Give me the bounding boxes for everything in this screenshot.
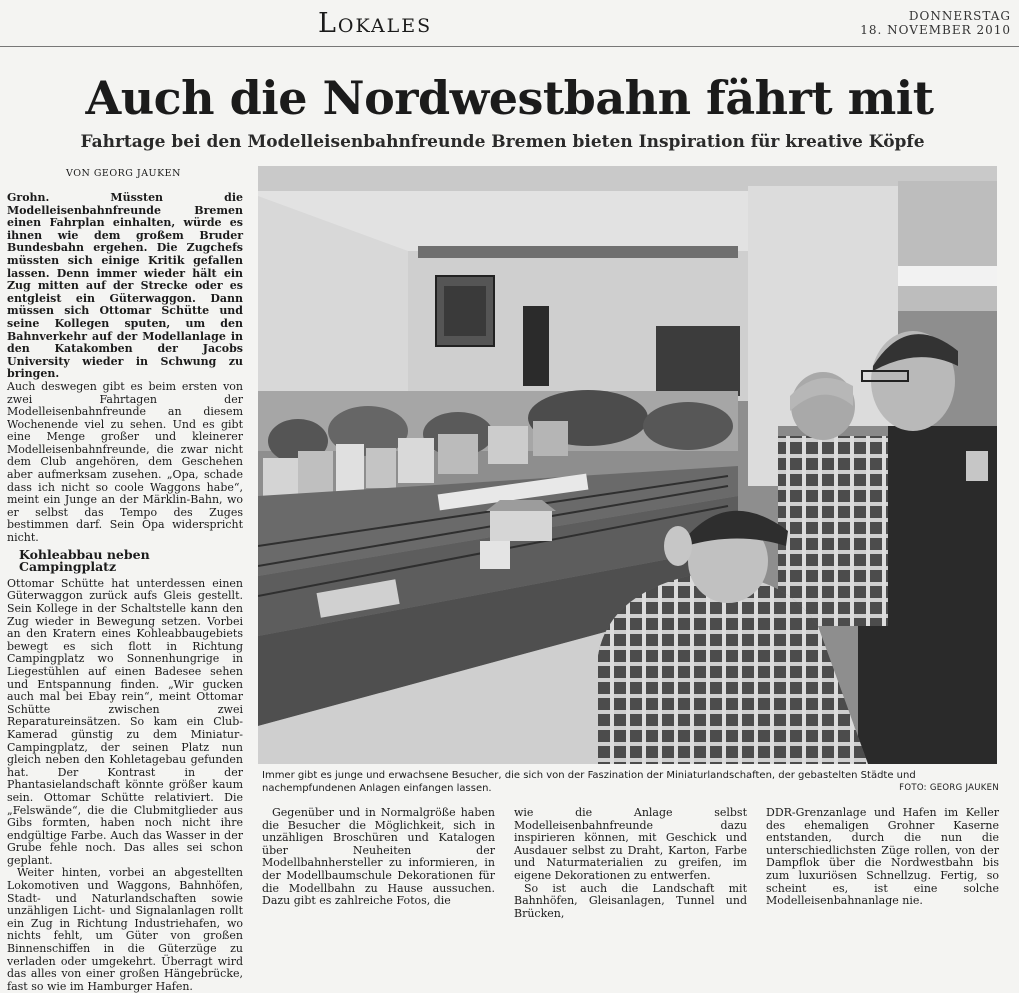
photo-caption: Immer gibt es junge und erwachsene Besucher, die sich von der Faszination der Miniaturlandschaften, der gebastelten Städte und nachempfundenen Anlagen einfangen lassen. [262,770,916,794]
section-title: Lokales [318,8,433,39]
article-headline: Auch die Nordwestbahn fährt mit [85,71,934,125]
bottom-column-1 [262,807,495,908]
paragraph-2: Ottomar Schütte hat unterdessen einen Güterwaggon zurück aufs Gleis gestellt. Sein Kollege in der Schaltstelle kann den Zug wieder in Bewegung setzen. Vorbei an den Kratern eines Kohleabbaugebiets bewegt es sich flott in Richtung Campingplatz wo Sonnenhungrige in Liegestühlen auf einen Badesee sehen und Entspannung finden. „Wir gucken auch mal bei Ebay rein“, meint Ottomar Schütte zwischen zwei Reparatureinsätzen. So kam ein Club-Kamerad günstig zu dem Miniatur-Campingplatz, der seinen Platz nun gleich neben den Kohletagebau gefunden hat. Der Kontrast in der Phantasielandschaft könnte größer kaum sein. Ottomar Schütte relativiert. Die „Felswände“, die die Clubmitglieder aus Gibs formten, haben noch nicht ihre endgültige Farbe. Auch das Wasser in der Grube fehle noch. Das alles sei schon geplant. [7,576,243,867]
left-column [7,192,243,993]
header-rule [0,46,1019,47]
paragraph-6: So ist auch die Landschaft mit Bahnhöfen, Gleisanlagen, Tunnel und Brücken, [514,881,747,920]
paragraph-5: wie die Anlage selbst Modelleisenbahnfreunde dazu inspirieren können, mit Geschick und Ausdauer selbst zu Draht, Karton, Farbe und Naturmaterialien zu greifen, im eigene Dekorationen zu entwerfen. [514,806,747,882]
paragraph-1: Auch deswegen gibt es beim ersten von zwei Fahrtagen der Modelleisenbahnfreunde an diesem Wochenende viel zu sehen. Und es gibt eine Menge großer und kleinerer Modelleisenbahnfreunde, die zwar nicht dem Club angehören, dem Geschehen aber aufmerksam zusehen. „Opa, schade dass ich nicht so coole Waggons habe“, meint ein Junge an der Märklin-Bahn, wo er selbst das Tempo des Zuges bestimmen darf. Sein Opa widerspricht nicht. [7,379,243,545]
issue-date-text: 18. NOVEMBER 2010 [860,23,1011,37]
article-subheadline: Fahrtage bei den Modelleisenbahnfreunde Bremen bieten Inspiration für kreative Köpfe [80,132,925,152]
bottom-column-2 [514,807,747,920]
paragraph-4: Gegenüber und in Normalgröße haben die Besucher die Möglichkeit, sich in unzähligen Broschüren und Katalogen über Neuheiten der Modellbahnhersteller zu informieren, in der Modellbaumschule Dekorationen für die Modellbahn zu Hause aussuchen. Dazu gibt es zahlreiche Fotos, die [262,806,495,908]
article-byline: VON GEORG JAUKEN [66,168,181,179]
photo-illustration [258,166,997,764]
photo-credit: FOTO: GEORG JAUKEN [899,783,999,793]
issue-weekday: DONNERSTAG [908,9,1011,23]
issue-date [860,9,1011,37]
article-photo [258,166,997,764]
paragraph-3: Weiter hinten, vorbei an abgestellten Lokomotiven und Waggons, Bahnhöfen, Stadt- und Naturlandschaften sowie unzähligen Licht- und Signalanlagen rollt ein Zug in Richtung Industriehafen, wo nichts fehlt, um Güter von großen Binnenschiffen in die Güterzüge zu verladen oder umgekehrt. Überragt wird das alles von einer großen Hängebrücke, fast so wie im Hamburger Hafen. [7,866,243,993]
article-subtitle: Kohleabbau neben Campingplatz [19,546,150,575]
lead-paragraph: Grohn. Müssten die Modelleisenbahnfreunde Bremen einen Fahrplan einhalten, würde es ihnen wie dem großem Bruder Bundesbahn ergehen. Die Zugchefs müssten sich einige Kritik gefallen lassen. Denn immer wieder hält ein Zug mitten auf der Strecke oder es entgleist ein Güterwaggon. Dann müssen sich Ottomar Schütte und seine Kollegen sputen, um den Bahnverkehr auf der Modellanlage in den Katakomben der Jacobs University wieder in Schwung zu bringen. [7,191,243,381]
paragraph-7: DDR-Grenzanlage und Hafen im Keller des ehemaligen Grohner Kaserne entstanden, durch die nun die unterschiedlichsten Züge rollen, von der Dampflok über die Nordwestbahn bis zum luxuriösen Schnellzug. Fertig, so scheint es, ist eine solche Modelleisenbahnanlage nie. [766,806,999,908]
bottom-column-3 [766,807,999,908]
